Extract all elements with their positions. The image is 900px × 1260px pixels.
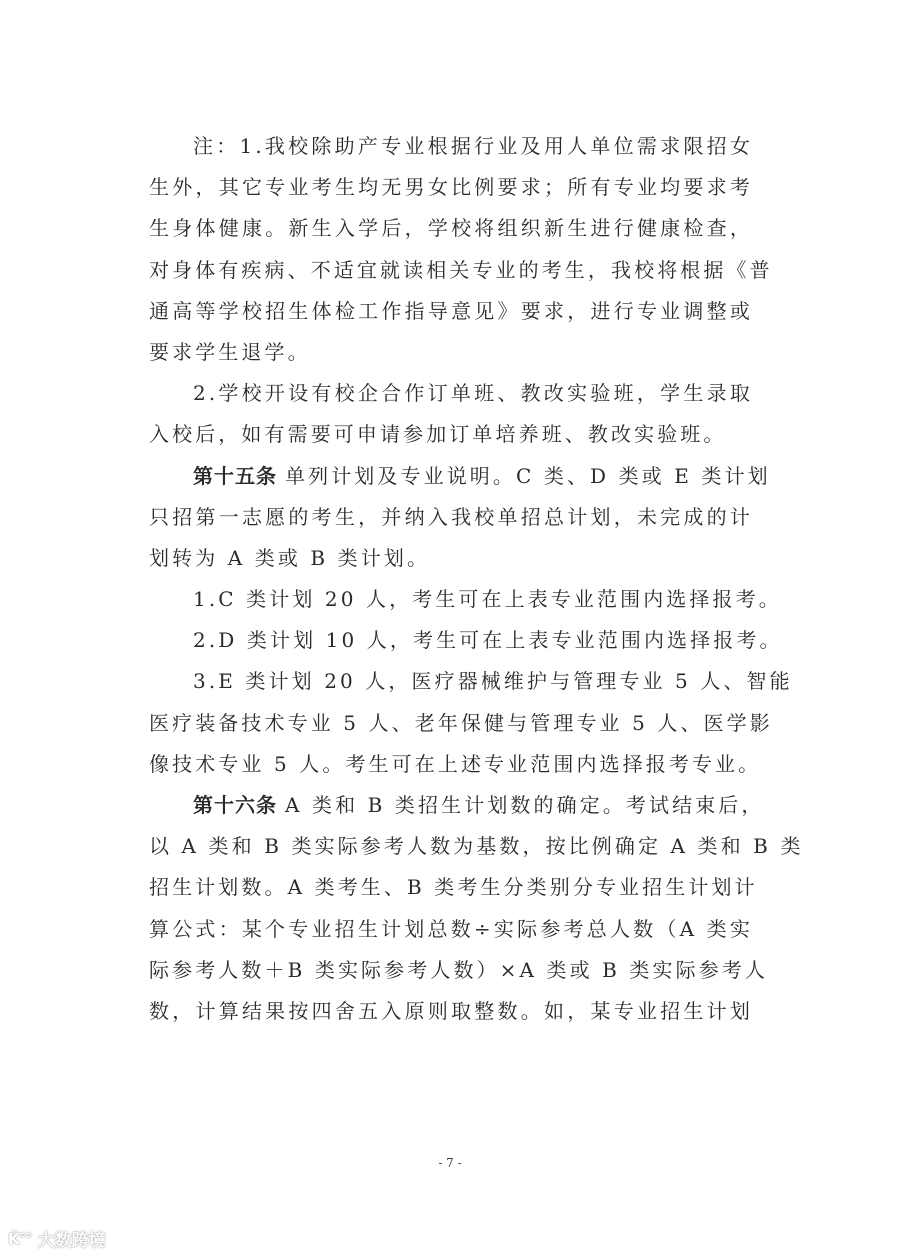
article-16-line-1	[149, 785, 765, 826]
watermark	[8, 1226, 106, 1251]
article-16-line-6: 数，计算结果按四舍五入原则取整数。如，某专业招生计划	[149, 998, 753, 1023]
note-1-line-3: 生身体健康。新生入学后，学校将组织新生进行健康检查，	[149, 216, 753, 241]
note-2-line-1: 2.学校开设有校企合作订单班、教改实验班，学生录取	[193, 381, 753, 406]
article-15-line-3: 划转为 A 类或 B 类计划。	[149, 545, 431, 570]
article-16-line-4: 算公式：某个专业招生计划总数÷实际参考总人数（A 类实	[149, 916, 753, 941]
article-15-item-2: 2.D 类计划 10 人，考生可在上表专业范围内选择报考。	[193, 628, 783, 653]
article-16-line-3: 招生计划数。A 类考生、B 类考生分类别分专业招生计划计	[149, 875, 758, 900]
page-number: - 7 -	[438, 1156, 462, 1170]
watermark-text: 大数跨境	[37, 1231, 106, 1251]
article-16-heading: 第十六条	[193, 793, 277, 817]
article-15-item-3-line-2: 医疗装备技术专业 5 人、老年保健与管理专业 5 人、医学影	[149, 710, 773, 735]
article-16-text: A 类和 B 类招生计划数的确定。考试结束后，	[285, 793, 765, 817]
article-15-item-1: 1.C 类计划 20 人，考生可在上表专业范围内选择报考。	[193, 587, 782, 612]
article-15-line-2: 只招第一志愿的考生，并纳入我校单招总计划，未完成的计	[149, 504, 753, 529]
note-1-line-2: 生外，其它专业考生均无男女比例要求；所有专业均要求考	[149, 175, 753, 200]
note-1-line-1: 注：1.我校除助产专业根据行业及用人单位需求限招女	[193, 134, 753, 158]
article-16-line-2: 以 A 类和 B 类实际参考人数为基数，按比例确定 A 类和 B 类	[149, 834, 804, 859]
note-2-line-2: 入校后，如有需要可申请参加订单培养班、教改实验班。	[149, 422, 727, 447]
article-15-heading: 第十五条	[193, 463, 277, 488]
note-1-line-6: 要求学生退学。	[149, 339, 311, 364]
article-15-line-1	[149, 456, 771, 497]
article-15-text: 单列计划及专业说明。C 类、D 类或 E 类计划	[285, 463, 771, 488]
article-16-line-5: 际参考人数＋B 类实际参考人数）×A 类或 B 类实际参考人	[149, 957, 769, 982]
article-15-item-3-line-3: 像技术专业 5 人。考生可在上述专业范围内选择报考专业。	[149, 751, 762, 776]
article-15-item-3-line-1: 3.E 类计划 20 人，医疗器械维护与管理专业 5 人、智能	[193, 669, 793, 694]
document-page	[149, 126, 804, 1032]
note-1-line-5: 通高等学校招生体检工作指导意见》要求，进行专业调整或	[149, 298, 753, 323]
note-1-line-4: 对身体有疾病、不适宜就读相关专业的考生，我校将根据《普	[149, 257, 773, 282]
watermark-logo-icon: K̈°°	[8, 1229, 32, 1248]
